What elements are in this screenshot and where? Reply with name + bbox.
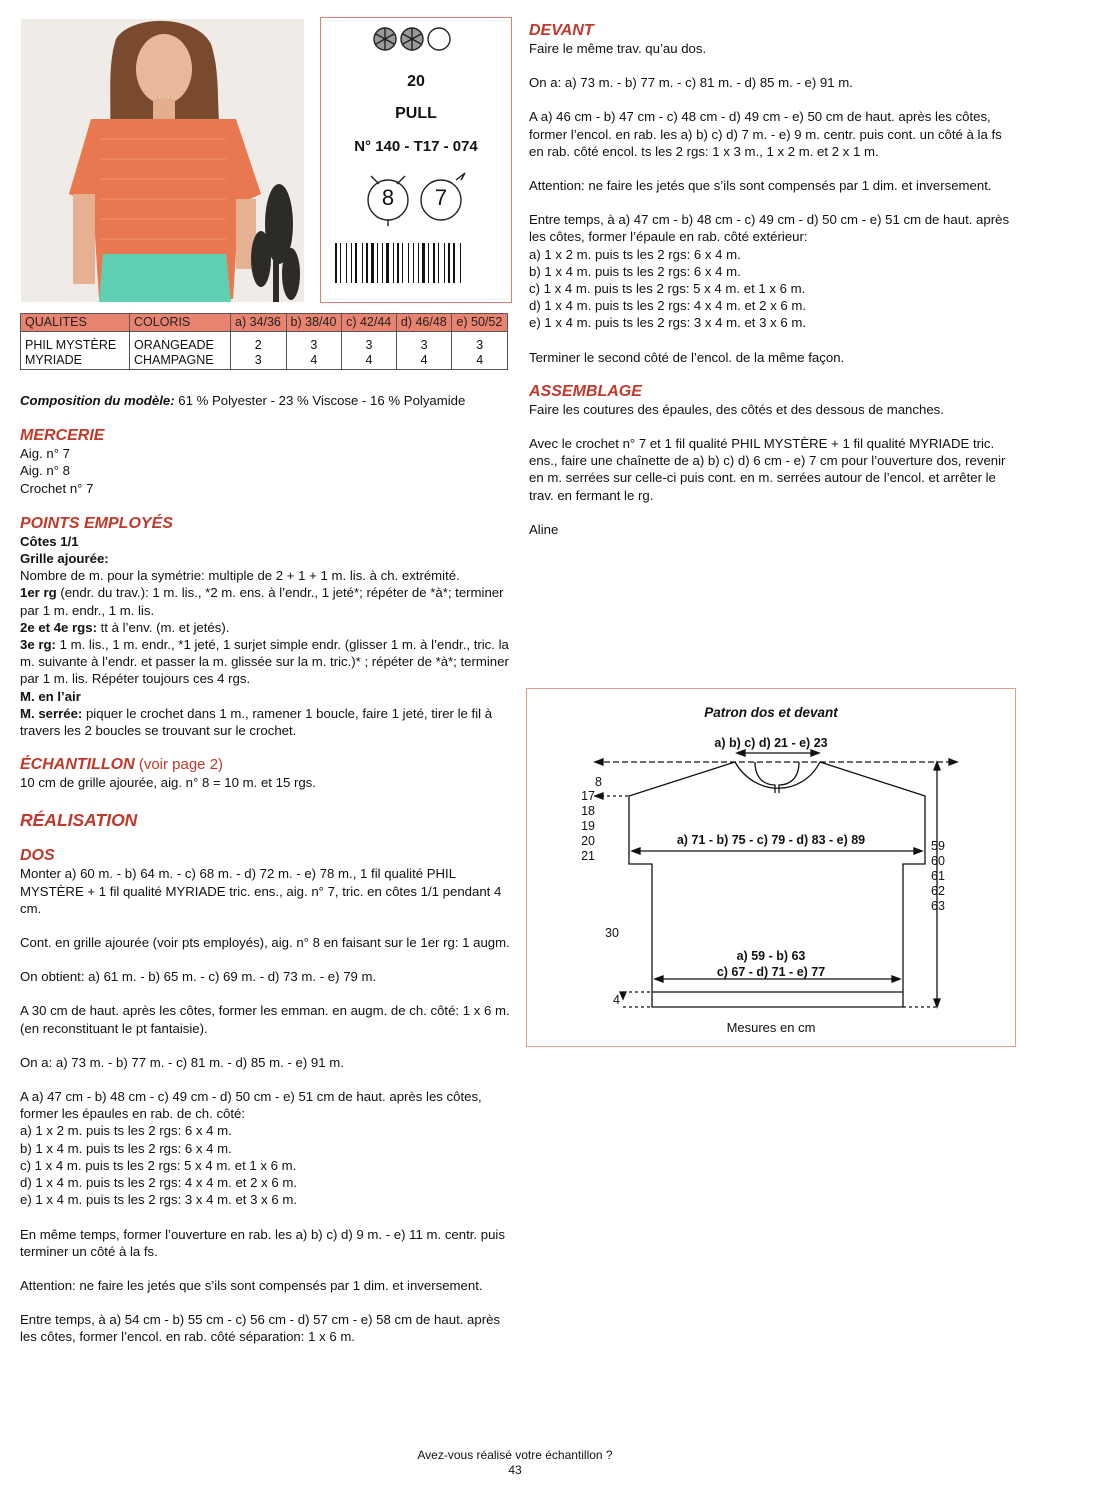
quality-name: PHIL MYSTÈRE bbox=[25, 338, 117, 352]
quantity: 4 bbox=[476, 353, 484, 367]
points-grille: Grille ajourée: bbox=[20, 551, 109, 567]
echantillon-text: 10 cm de grille ajourée, aig. n° 8 = 10 m. et 15 rgs. bbox=[20, 775, 316, 791]
col-header: QUALITES bbox=[21, 314, 130, 332]
col-header: c) 42/44 bbox=[342, 314, 397, 332]
dos-paragraph: Attention: ne faire les jetés que s’ils sont compensés par 1 dim. et inversement. bbox=[20, 1277, 483, 1293]
maille-en-lair: M. en l’air bbox=[20, 688, 81, 704]
dim-left-value: 18 bbox=[581, 804, 595, 818]
points-nombre: Nombre de m. pour la symétrie: multiple de 2 + 1 + 1 m. lis. à ch. extrémité. bbox=[20, 568, 460, 584]
dos-paragraph: Cont. en grille ajourée (voir pts employés), aig. n° 8 en faisant sur le 1er rg: 1 augm. bbox=[20, 935, 510, 951]
model-photo bbox=[21, 19, 304, 302]
mercerie-line: Crochet n° 7 bbox=[20, 480, 94, 496]
dim-left-value: 20 bbox=[581, 834, 595, 848]
mercerie-line: Aig. n° 8 bbox=[20, 463, 70, 479]
devant-paragraph: Entre temps, à a) 47 cm - b) 48 cm - c) 49 cm - d) 50 cm - e) 51 cm de haut. après les côtes, former l’épaule en rab. côté extérieur: bbox=[529, 212, 1010, 245]
dim-left-list bbox=[575, 789, 595, 864]
dos-paragraph: En même temps, former l’ouverture en rab. les a) b) c) d) 9 m. - e) 11 m. centr. puis terminer un côté à la fs. bbox=[20, 1226, 505, 1259]
barcode bbox=[335, 243, 497, 283]
dos-shoulder-line: e) 1 x 4 m. puis ts les 2 rgs: 3 x 4 m. et 3 x 6 m. bbox=[20, 1192, 298, 1208]
dim-right-list bbox=[931, 839, 945, 914]
pattern-type: PULL bbox=[395, 105, 437, 122]
page-number: 43 bbox=[508, 1463, 522, 1477]
dim-left-value: 17 bbox=[581, 789, 595, 803]
dos-paragraph: On obtient: a) 61 m. - b) 65 m. - c) 69 m. - d) 73 m. - e) 79 m. bbox=[20, 969, 377, 985]
dim-left-4: 4 bbox=[613, 993, 620, 1007]
mercerie-line: Aig. n° 7 bbox=[20, 446, 70, 462]
needle-size-8: 8 bbox=[381, 185, 395, 210]
author-signature: Aline bbox=[529, 521, 559, 537]
quantity: 3 bbox=[254, 353, 262, 367]
right-column bbox=[529, 22, 1016, 538]
devant-paragraph: Faire le même trav. qu’au dos. bbox=[529, 41, 707, 56]
col-header: COLORIS bbox=[130, 314, 231, 332]
dos-shoulder-line: a) 1 x 2 m. puis ts les 2 rgs: 6 x 4 m. bbox=[20, 1123, 232, 1139]
dim-left-value: 19 bbox=[581, 819, 595, 833]
dim-right-value: 61 bbox=[931, 869, 945, 883]
row1-text: (endr. du trav.): 1 m. lis., *2 m. ens. à l’endr., 1 jeté*; répéter de *à*; terminer par 1 m. endr., 1 m. lis. bbox=[20, 585, 504, 618]
col-header: a) 34/36 bbox=[231, 314, 287, 332]
dos-title: DOS bbox=[20, 847, 55, 865]
assemblage-paragraph: Faire les coutures des épaules, des côtés et des dessous de manches. bbox=[529, 401, 944, 417]
dim-hem-2: c) 67 - d) 71 - e) 77 bbox=[716, 965, 826, 979]
units-label: Mesures en cm bbox=[726, 1020, 816, 1035]
quantity: 3 bbox=[420, 338, 428, 352]
devant-paragraph: Terminer le second côté de l’encol. de la même façon. bbox=[529, 349, 845, 365]
yarn-quantities-table bbox=[20, 313, 508, 370]
dim-left-30: 30 bbox=[605, 926, 619, 940]
pattern-card bbox=[320, 17, 512, 303]
dim-left-value: 21 bbox=[581, 849, 595, 863]
row2-label: 2e et 4e rgs: bbox=[20, 619, 97, 635]
quantity: 4 bbox=[420, 353, 428, 367]
dim-right-value: 59 bbox=[931, 839, 945, 853]
devant-paragraph: On a: a) 73 m. - b) 77 m. - c) 81 m. - d) 85 m. - e) 91 m. bbox=[529, 75, 853, 91]
points-title: POINTS EMPLOYÉS bbox=[20, 514, 173, 532]
dos-paragraph: Monter a) 60 m. - b) 64 m. - c) 68 m. - d) 72 m. - e) 78 m., 1 fil qualité PHIL MYSTÈRE + 1 fil qualité MYRIADE tric. ens., aig. n° 7, tric. en côtes 1/1 pendant 4 cm. bbox=[20, 866, 502, 916]
footer bbox=[0, 1448, 1030, 1478]
dim-right-value: 62 bbox=[931, 884, 945, 898]
schematic-title: Patron dos et devant bbox=[704, 705, 838, 720]
pattern-number: 20 bbox=[407, 73, 425, 90]
pattern-schematic bbox=[526, 688, 1016, 1047]
dos-shoulder-line: b) 1 x 4 m. puis ts les 2 rgs: 6 x 4 m. bbox=[20, 1140, 232, 1156]
pattern-reference: N° 140 - T17 - 074 bbox=[354, 138, 478, 155]
quantity: 4 bbox=[310, 353, 318, 367]
color-name: ORANGEADE bbox=[134, 338, 214, 352]
points-cotes: Côtes 1/1 bbox=[20, 533, 79, 549]
col-header: d) 46/48 bbox=[396, 314, 452, 332]
maille-serree-label: M. serrée: bbox=[20, 705, 83, 721]
assemblage-paragraph: Avec le crochet n° 7 et 1 fil qualité PHIL MYSTÈRE + 1 fil qualité MYRIADE tric. ens., faire une chaînette de a) b) c) d) 6 cm - e) 7 cm pour l’ouverture dos, revenir en m. serrées sur celle-ci puis cont. en m. serrées autour de l’encol. et arrêter le trav. en fermant le rg. bbox=[529, 436, 1006, 503]
yarn-balls-icon bbox=[371, 24, 459, 54]
composition-text: 61 % Polyester - 23 % Viscose - 16 % Polyamide bbox=[174, 393, 466, 408]
table-row bbox=[21, 332, 508, 370]
dim-left-8: 8 bbox=[595, 775, 602, 789]
dim-right-value: 60 bbox=[931, 854, 945, 868]
quantity: 2 bbox=[254, 338, 262, 352]
devant-paragraph: Attention: ne faire les jetés que s’ils sont compensés par 1 dim. et inversement. bbox=[529, 178, 992, 194]
dim-top: a) b) c) d) 21 - e) 23 bbox=[714, 736, 828, 750]
dos-paragraph: A a) 47 cm - b) 48 cm - c) 49 cm - d) 50 cm - e) 51 cm de haut. après les côtes, former les épaules en rab. de ch. côté: bbox=[20, 1089, 482, 1122]
maille-serree-text: piquer le crochet dans 1 m., ramener 1 boucle, faire 1 jeté, tirer le fil à travers les 2 boucles se trouvant sur le crochet. bbox=[20, 705, 493, 739]
left-column bbox=[20, 392, 510, 1346]
devant-paragraph: A a) 46 cm - b) 47 cm - c) 48 cm - d) 49 cm - e) 50 cm de haut. après les côtes, former l’encol. en rab. les a) b) c) d) 7 m. - e) 9 m. centr. puis cont. un côté à la fs en rab. côté encol. ts les 2 rgs: 1 x 3 m., 1 x 2 m. et 2 x 1 m. bbox=[529, 109, 1002, 159]
dos-shoulder-line: d) 1 x 4 m. puis ts les 2 rgs: 4 x 4 m. et 2 x 6 m. bbox=[20, 1175, 298, 1191]
quantity: 3 bbox=[476, 338, 484, 352]
quantity: 4 bbox=[365, 353, 373, 367]
dos-paragraph: On a: a) 73 m. - b) 77 m. - c) 81 m. - d) 85 m. - e) 91 m. bbox=[20, 1054, 344, 1070]
dim-hem-1: a) 59 - b) 63 bbox=[736, 949, 806, 963]
footer-question: Avez-vous réalisé votre échantillon ? bbox=[417, 1448, 613, 1462]
dos-shoulder-line: c) 1 x 4 m. puis ts les 2 rgs: 5 x 4 m. et 1 x 6 m. bbox=[20, 1157, 297, 1173]
row2-text: tt à l’env. (m. et jetés). bbox=[96, 619, 230, 635]
composition-label: Composition du modèle: bbox=[20, 393, 175, 408]
quantity: 3 bbox=[310, 338, 318, 352]
color-name: CHAMPAGNE bbox=[134, 353, 214, 367]
row3-text: 1 m. lis., 1 m. endr., *1 jeté, 1 surjet simple endr. (glisser 1 m. à l’endr., tric. la m. suivante à l’endr. et passer la m. glissée sur la m. tric.)* ; répéter de *à*; terminer par 1 m. lis. Répéter toujours ces 4 rgs. bbox=[20, 637, 509, 687]
devant-shoulder-line: b) 1 x 4 m. puis ts les 2 rgs: 6 x 4 m. bbox=[529, 263, 741, 279]
row1-label: 1er rg bbox=[20, 585, 57, 601]
dos-paragraph: A 30 cm de haut. après les côtes, former les emman. en augm. de ch. côté: 1 x 6 m. (en reconstituant le pt fantaisie). bbox=[20, 1003, 510, 1036]
dim-right-value: 63 bbox=[931, 899, 945, 913]
devant-title: DEVANT bbox=[529, 22, 594, 39]
col-header: b) 38/40 bbox=[286, 314, 342, 332]
needle-size-7: 7 bbox=[434, 185, 448, 210]
row3-label: 3e rg: bbox=[20, 637, 56, 653]
devant-shoulder-line: a) 1 x 2 m. puis ts les 2 rgs: 6 x 4 m. bbox=[529, 246, 741, 262]
devant-shoulder-line: c) 1 x 4 m. puis ts les 2 rgs: 5 x 4 m. et 1 x 6 m. bbox=[529, 281, 806, 297]
dos-paragraph: Entre temps, à a) 54 cm - b) 55 cm - c) 56 cm - d) 57 cm - e) 58 cm de haut. après les côtes, former l’encol. en rab. côté séparation: 1 x 6 m. bbox=[20, 1312, 501, 1345]
realisation-title: RÉALISATION bbox=[20, 810, 138, 831]
mercerie-title: MERCERIE bbox=[20, 427, 105, 445]
dim-chest: a) 71 - b) 75 - c) 79 - d) 83 - e) 89 bbox=[676, 833, 866, 847]
col-header: e) 50/52 bbox=[452, 314, 508, 332]
devant-shoulder-line: e) 1 x 4 m. puis ts les 2 rgs: 3 x 4 m. et 3 x 6 m. bbox=[529, 315, 807, 331]
assemblage-title: ASSEMBLAGE bbox=[529, 382, 642, 400]
devant-shoulder-line: d) 1 x 4 m. puis ts les 2 rgs: 4 x 4 m. et 2 x 6 m. bbox=[529, 298, 807, 314]
echantillon-title: ÉCHANTILLON bbox=[20, 756, 135, 774]
quantity: 3 bbox=[365, 338, 373, 352]
echantillon-suffix: (voir page 2) bbox=[134, 756, 224, 774]
quality-name: MYRIADE bbox=[25, 353, 82, 367]
